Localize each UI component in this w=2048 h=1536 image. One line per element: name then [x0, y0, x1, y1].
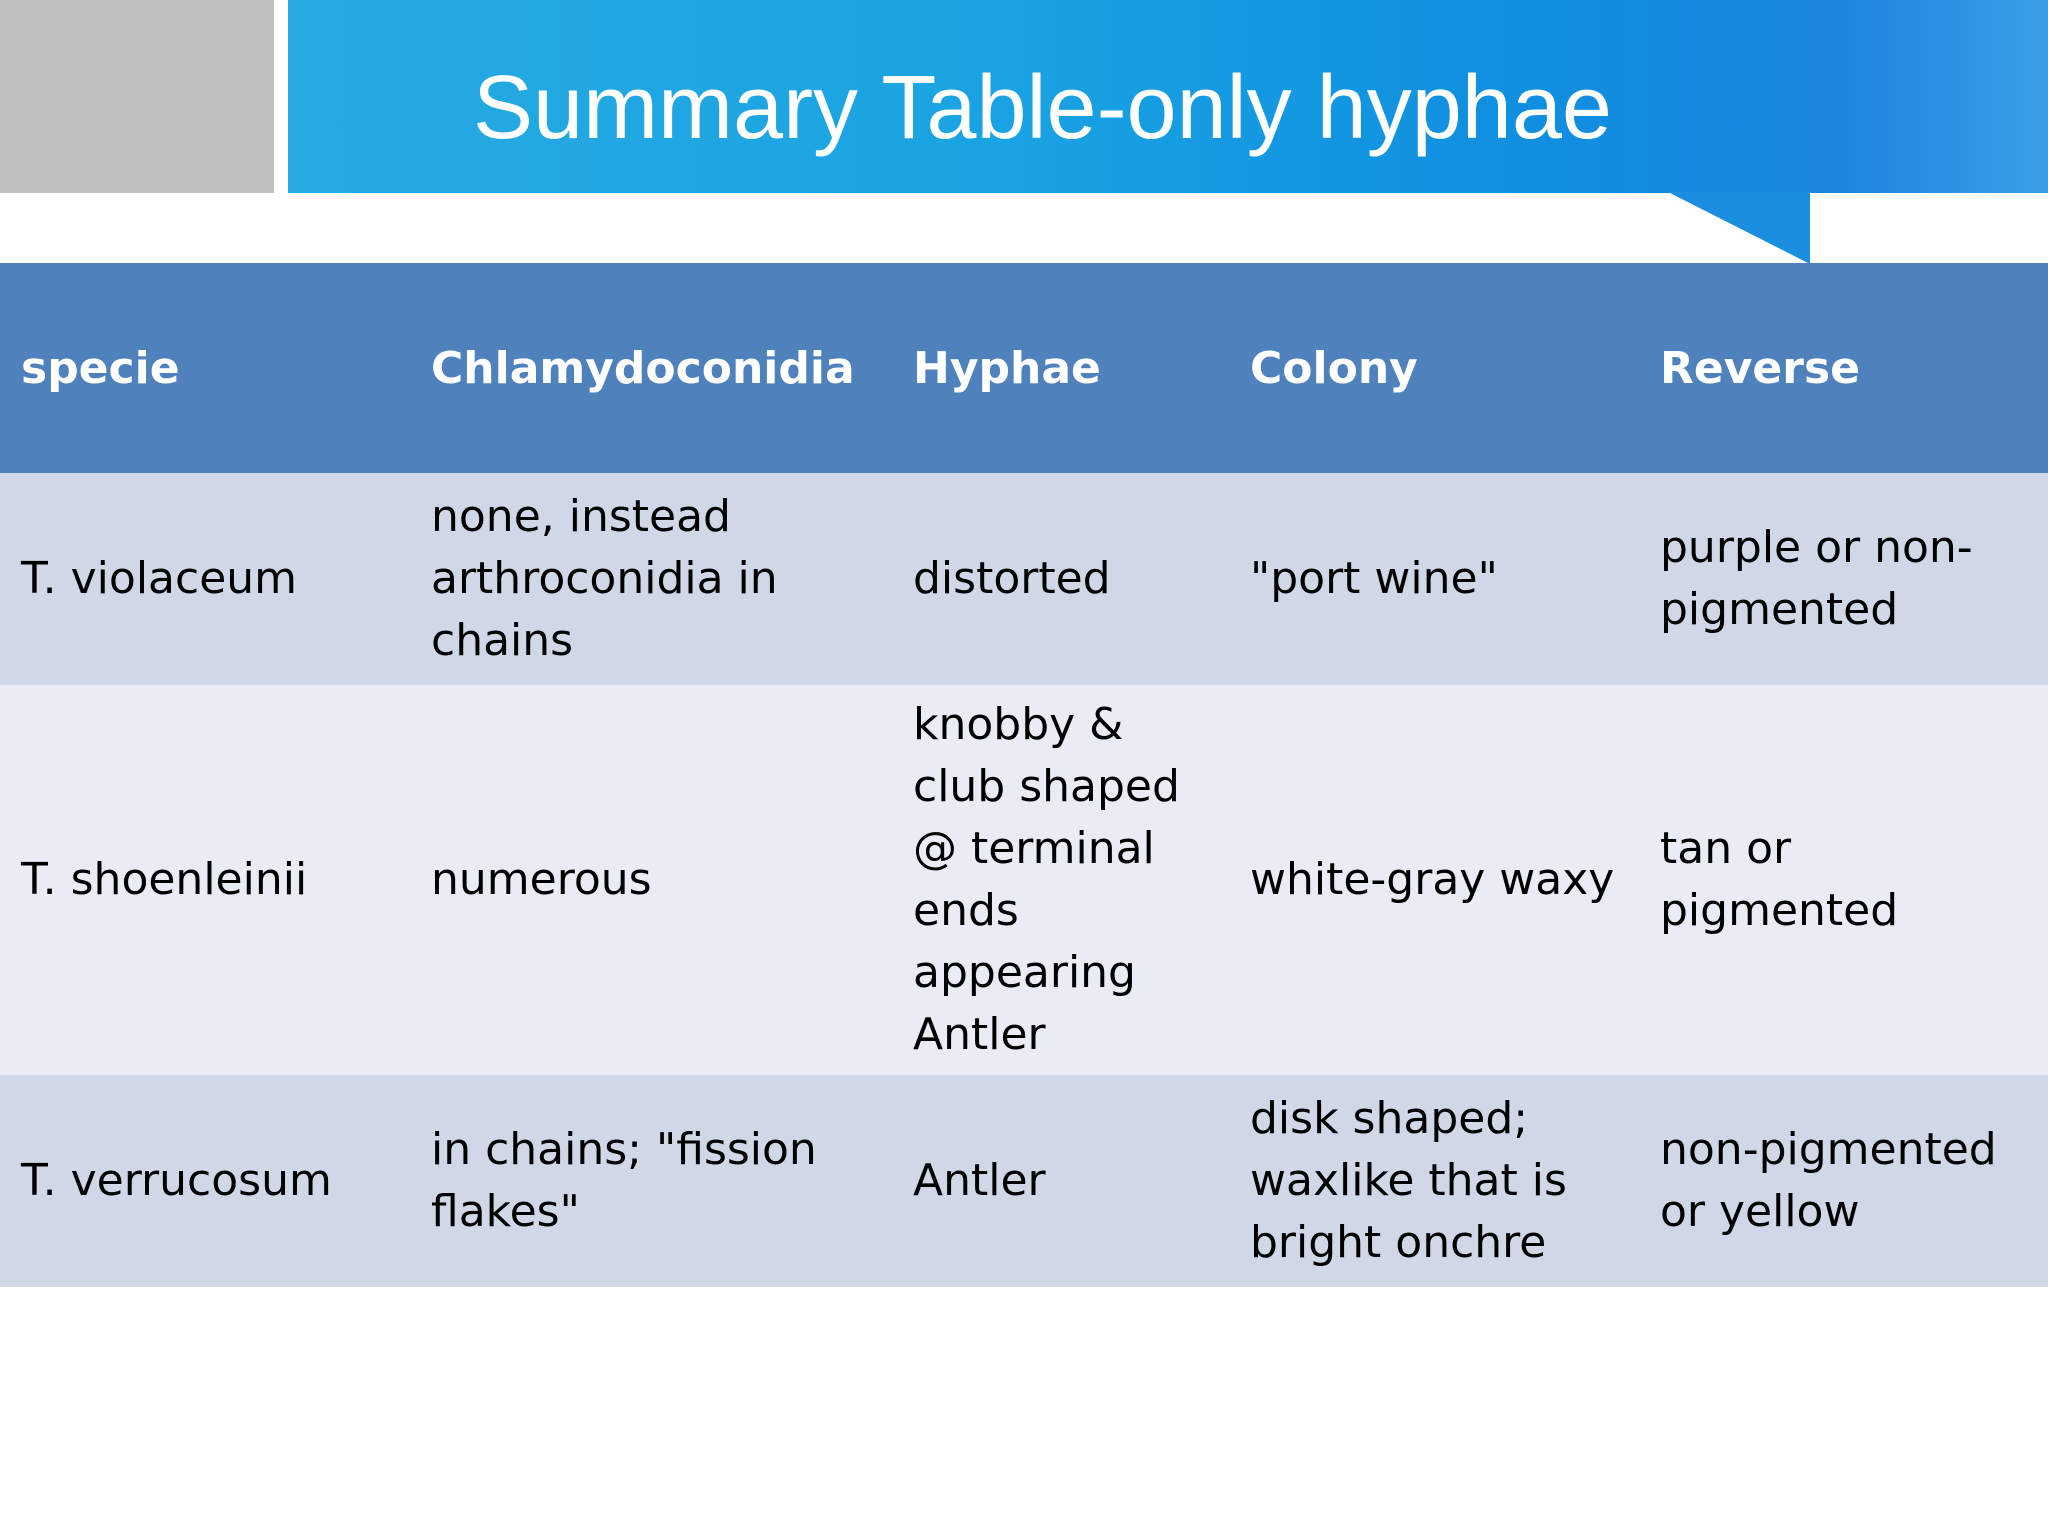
header-specie: specie: [0, 263, 410, 473]
cell-chlamydoconidia: numerous: [410, 685, 892, 1075]
cell-chlamydoconidia: none, instead arthroconidia in chains: [410, 473, 892, 685]
cell-specie: T. shoenleinii: [0, 685, 410, 1075]
slide-title: Summary Table-only hyphae: [473, 58, 1612, 158]
table-header-row: [0, 263, 2048, 473]
cell-reverse: tan or pigmented: [1639, 685, 2048, 1075]
cell-colony: "port wine": [1229, 473, 1639, 685]
cell-specie: T. verrucosum: [0, 1075, 410, 1287]
header-reverse: Reverse: [1639, 263, 2048, 473]
gray-corner-block: [0, 0, 274, 193]
header-chlamydoconidia: Chlamydoconidia: [410, 263, 892, 473]
table-row: [0, 685, 2048, 1075]
banner-tail-shape: [1668, 192, 1810, 264]
table-row: [0, 473, 2048, 685]
cell-hyphae: distorted: [892, 473, 1229, 685]
title-banner: [288, 0, 2048, 193]
table-row: [0, 1075, 2048, 1287]
cell-hyphae: Antler: [892, 1075, 1229, 1287]
cell-specie: T. violaceum: [0, 473, 410, 685]
cell-colony: disk shaped; waxlike that is bright onchre: [1229, 1075, 1639, 1287]
header-hyphae: Hyphae: [892, 263, 1229, 473]
header-colony: Colony: [1229, 263, 1639, 473]
cell-colony: white-gray waxy: [1229, 685, 1639, 1075]
summary-table: [0, 263, 2048, 1287]
cell-chlamydoconidia: in chains; "fission flakes": [410, 1075, 892, 1287]
cell-reverse: non-pigmented or yellow: [1639, 1075, 2048, 1287]
cell-reverse: purple or non-pigmented: [1639, 473, 2048, 685]
cell-hyphae: knobby & club shaped @ terminal ends appearing Antler: [892, 685, 1229, 1075]
